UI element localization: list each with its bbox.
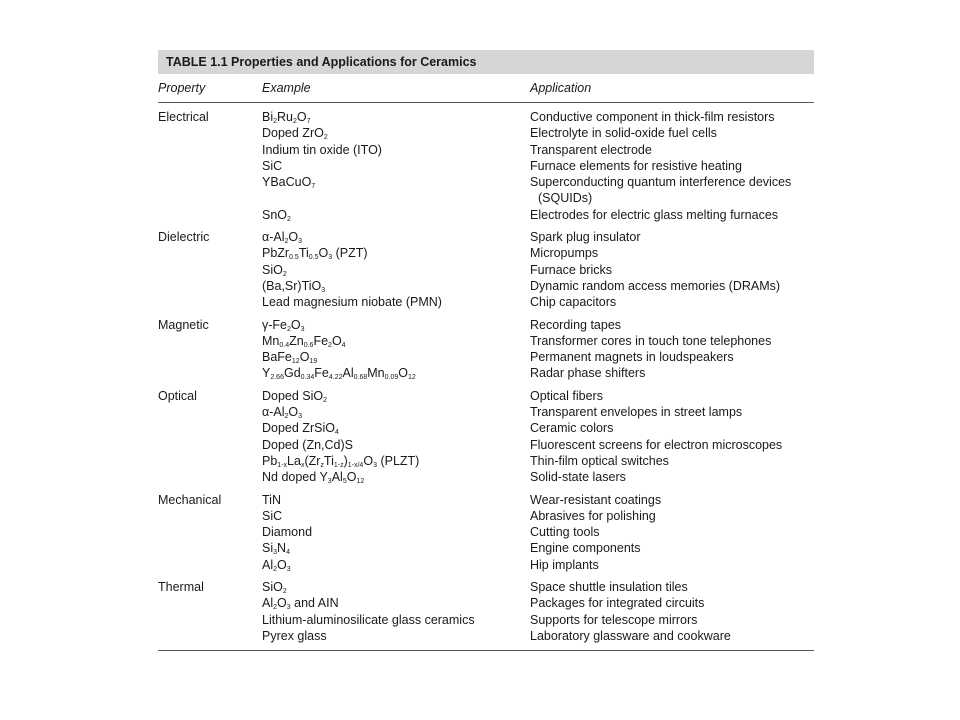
example-item: Lithium-aluminosilicate glass ceramics [262, 612, 475, 627]
example-item: $Pb_{1-x}La_x(Zr_zTi_{1-z})_{1-x/4}O_3$ (PLZT) [262, 453, 420, 469]
property-label: Magnetic [158, 317, 209, 332]
application-item: Electrolyte in solid-oxide fuel cells [530, 126, 717, 141]
application-item: Transformer cores in touch tone telephones [530, 333, 772, 348]
property-cell [158, 109, 262, 223]
example-item: TiN [262, 492, 281, 507]
application-item: Packages for integrated circuits [530, 596, 705, 611]
example-item: YBaCuO$_7$ [262, 175, 316, 191]
table-section-row [158, 579, 814, 644]
example-item: SiO$_2$ [262, 580, 287, 596]
application-item: Supports for telescope mirrors [530, 612, 698, 627]
table-section-row [158, 388, 814, 486]
table-section-row [158, 317, 814, 382]
application-item: Wear-resistant coatings [530, 492, 662, 507]
application-item: Hip implants [530, 557, 599, 572]
example-item: $Y_{2.66}Gd_{0.34}Fe_{4.22}Al_{0.68}Mn_{0.09}O_{12}$ [262, 366, 416, 382]
example-item: $\alpha-Al_2O_3$ [262, 230, 303, 246]
example-item: Doped SiO$_2$ [262, 388, 328, 404]
example-cell [262, 579, 530, 644]
table-header-row [158, 74, 814, 103]
property-cell [158, 317, 262, 382]
application-item: Furnace elements for resistive heating [530, 158, 742, 173]
bottom-rule [158, 650, 814, 651]
header-property: Property [158, 81, 206, 95]
property-cell [158, 579, 262, 644]
application-item: Dynamic random access memories (DRAMs) [530, 278, 781, 293]
table-section-row [158, 492, 814, 573]
example-item: Doped ZrSiO$_4$ [262, 421, 339, 437]
example-item: Pyrex glass [262, 628, 327, 643]
application-item: Transparent envelopes in street lamps [530, 405, 743, 420]
application-item: Recording tapes [530, 317, 622, 332]
application-item: Permanent magnets in loudspeakers [530, 350, 734, 365]
example-item: $\alpha-Al_2O_3$ [262, 405, 303, 421]
header-application: Application [530, 81, 592, 95]
example-item: $Al_2O_3$ and AIN [262, 596, 339, 612]
example-item: $\gamma-Fe_2O_3$ [262, 317, 305, 333]
application-item: Thin-film optical switches [530, 453, 669, 468]
example-item: Doped (Zn,Cd)S [262, 437, 354, 452]
property-cell [158, 492, 262, 573]
application-cell [530, 109, 814, 223]
table-section-row [158, 229, 814, 310]
example-cell [262, 492, 530, 573]
example-item: $Mn_{0.4}Zn_{0.6}Fe_2O_4$ [262, 333, 346, 349]
example-item: (Ba,Sr)TiO$_3$ [262, 278, 326, 294]
application-cell [530, 229, 814, 310]
example-item: $BaFe_{12}O_{19}$ [262, 350, 318, 366]
example-cell [262, 388, 530, 486]
example-item: SiO$_2$ [262, 262, 287, 278]
application-item: Engine components [530, 541, 641, 556]
application-cell [530, 388, 814, 486]
example-cell [262, 229, 530, 310]
property-label: Mechanical [158, 492, 222, 507]
example-item: Diamond [262, 525, 313, 540]
application-cell [530, 317, 814, 382]
table-title: TABLE 1.1 Properties and Applications for Ceramics [158, 50, 814, 74]
property-cell [158, 388, 262, 486]
example-item: Doped ZrO$_2$ [262, 126, 328, 142]
application-item: Conductive component in thick-film resistors [530, 110, 775, 124]
application-item: Electrodes for electric glass melting furnaces [530, 207, 779, 222]
application-item: Fluorescent screens for electron microscopes [530, 437, 783, 452]
application-item: Abrasives for polishing [530, 508, 656, 523]
example-item: Lead magnesium niobate (PMN) [262, 295, 442, 310]
application-item: Laboratory glassware and cookware [530, 628, 731, 643]
application-item: Furnace bricks [530, 262, 612, 277]
application-item: Optical fibers [530, 388, 603, 403]
application-item: Transparent electrode [530, 142, 652, 157]
example-item: $Si_3N_4$ [262, 541, 290, 557]
application-item: Ceramic colors [530, 421, 614, 436]
application-item: Solid-state lasers [530, 470, 626, 485]
example-item: SnO$_2$ [262, 207, 291, 223]
application-item: (SQUIDs) [538, 191, 593, 206]
example-item [262, 190, 530, 206]
example-item: Indium tin oxide (ITO) [262, 142, 382, 157]
property-label: Electrical [158, 110, 209, 124]
property-label: Thermal [158, 580, 204, 595]
property-label: Optical [158, 388, 197, 403]
application-item: Cutting tools [530, 525, 600, 540]
example-item: $Al_2O_3$ [262, 557, 291, 573]
application-item: Micropumps [530, 246, 599, 261]
application-item: Superconducting quantum interference devices [530, 175, 792, 190]
example-item: $Bi_2Ru_2O_7$ [262, 110, 311, 125]
application-cell [530, 579, 814, 644]
application-item: Space shuttle insulation tiles [530, 580, 688, 595]
ceramics-table [158, 50, 814, 651]
table-body [158, 109, 814, 644]
example-cell [262, 109, 530, 223]
header-example: Example [262, 81, 311, 95]
property-cell [158, 229, 262, 310]
example-cell [262, 317, 530, 382]
example-item: Nd doped $Y_3Al_5O_{12}$ [262, 470, 365, 486]
property-label: Dielectric [158, 230, 210, 245]
application-item: Spark plug insulator [530, 230, 641, 245]
table-section-row [158, 109, 814, 223]
example-item: $PbZr_{0.5}Ti_{0.5}O_3$ (PZT) [262, 246, 368, 262]
application-cell [530, 492, 814, 573]
application-item: Chip capacitors [530, 295, 617, 310]
example-item: SiC [262, 508, 283, 523]
example-item: SiC [262, 158, 283, 173]
application-item: Radar phase shifters [530, 366, 646, 381]
